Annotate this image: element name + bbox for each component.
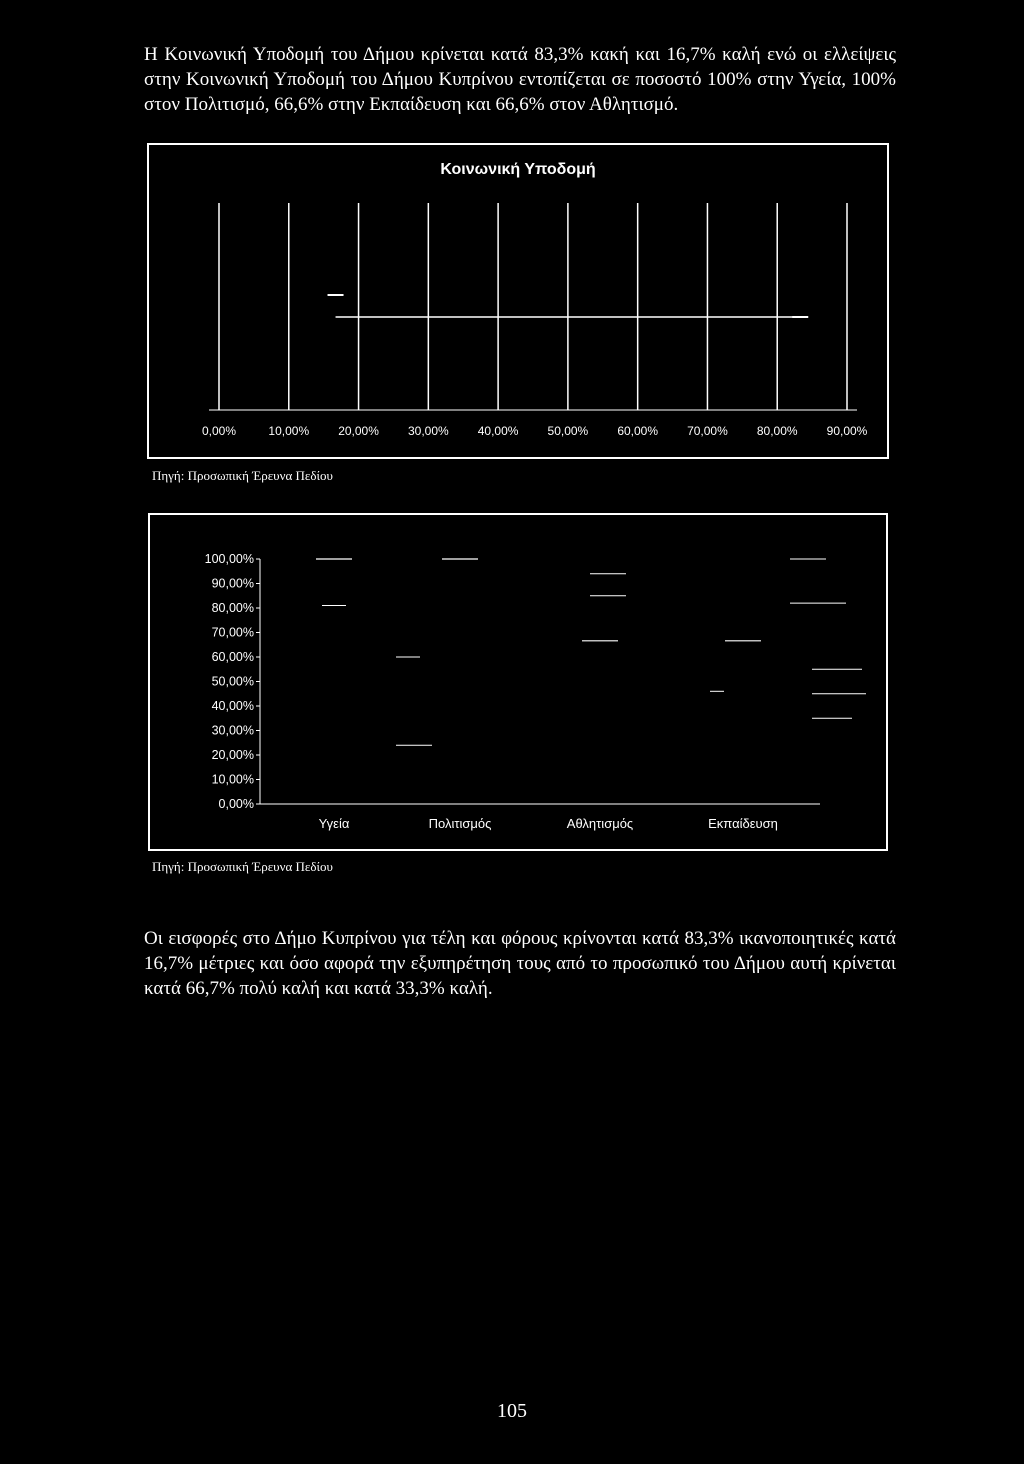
chart-title: Κοινωνική Υποδομή <box>440 161 596 178</box>
x-tick-label: 80,00% <box>756 424 798 438</box>
contributions-paragraph: Οι εισφορές στο Δήμο Κυπρίνου για τέλη και φόρους κρίνονται κατά 83,3% ικανοποιητικές κατά 16,7% μέτριες και όσο αφορά την εξυπηρέτηση τους από το προσωπικό του Δήμου αυτή κρίνεται κατά 66,7% πολύ καλή και κατά 33,3% καλή. <box>144 928 896 999</box>
y-tick-label: 30,00% <box>211 723 254 738</box>
x-tick-label: 50,00% <box>547 424 589 438</box>
social-infrastructure-chart <box>147 143 889 459</box>
x-tick-label: Εκπαίδευση <box>708 816 778 831</box>
chart-2-source: Πηγή: Προσωπική Έρευνα Πεδίου <box>152 859 333 874</box>
y-tick-label: 60,00% <box>211 650 254 664</box>
x-tick-label: 0,00% <box>201 424 237 438</box>
x-tick-label: 10,00% <box>268 424 310 438</box>
y-tick-label: 10,00% <box>211 772 254 787</box>
y-tick-label: 90,00% <box>211 576 254 591</box>
y-tick-label: 70,00% <box>211 625 254 640</box>
chart-2-plot <box>150 515 886 849</box>
x-tick-label: 70,00% <box>687 424 728 438</box>
intro-paragraph: Η Κοινωνική Υποδομή του Δήμου κρίνεται κατά 83,3% κακή και 16,7% καλή ενώ οι ελλείψεις στην Κοινωνική Υποδομή του Δήμου Κυπρίνου εντοπίζεται σε ποσοστό 100% στην Υγεία, 100% στον Πολιτισμό, 66,6% στην Εκπαίδευση και 66,6% στον Αθλητισμό. <box>144 44 896 115</box>
x-tick-label: 20,00% <box>338 424 379 438</box>
x-tick-label: Πολιτισμός <box>428 816 492 831</box>
x-tick-label: 60,00% <box>617 424 659 438</box>
y-tick-label: 40,00% <box>211 699 254 713</box>
x-tick-label: 30,00% <box>407 424 449 438</box>
chart-1-source: Πηγή: Προσωπική Έρευνα Πεδίου <box>152 468 333 483</box>
x-tick-label: Αθλητισμός <box>566 816 634 831</box>
y-tick-label: 20,00% <box>211 748 254 762</box>
y-tick-label: 0,00% <box>218 797 254 811</box>
y-tick-label: 50,00% <box>211 674 254 689</box>
shortages-chart <box>148 513 888 851</box>
y-tick-label: 80,00% <box>211 601 254 615</box>
x-tick-label: 90,00% <box>826 424 868 438</box>
page-number: 105 <box>497 1400 527 1422</box>
chart-1-plot <box>149 145 887 457</box>
y-tick-label: 100,00% <box>204 552 254 566</box>
x-tick-label: Υγεία <box>318 816 350 831</box>
x-tick-label: 40,00% <box>477 424 519 438</box>
